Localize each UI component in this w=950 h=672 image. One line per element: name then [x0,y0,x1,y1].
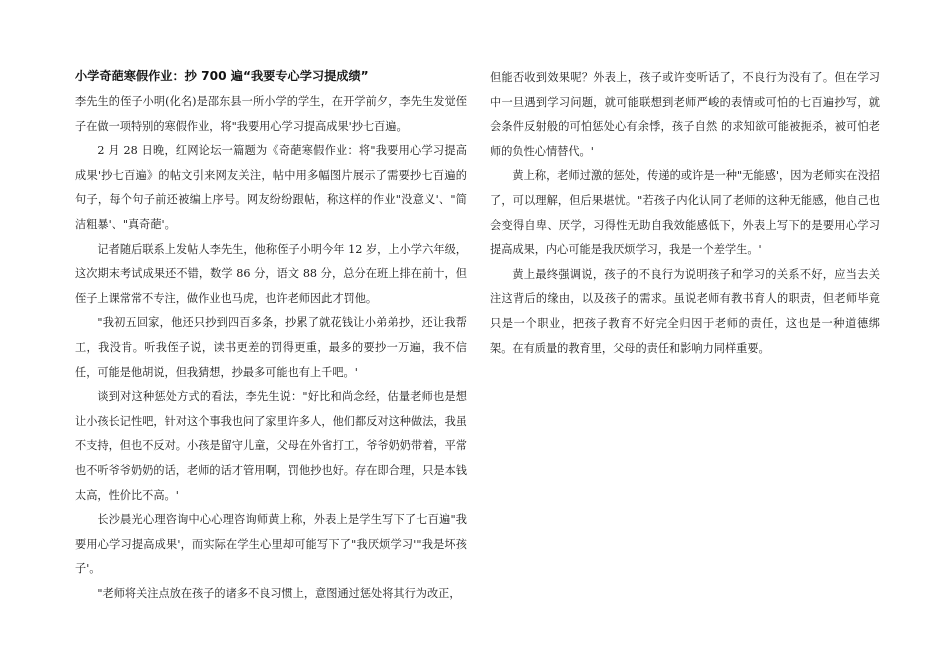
paragraph-counselor-quote-start: "老师将关注点放在孩子的诸多不良习惯上，意图通过惩处将其行为改正， [97,586,461,600]
paragraph-conclusion: 黄上最终强调说，孩子的不良行为说明孩子和学习的关系不好，应当去关注这背后的缘由，以及孩子的需求。虽说老师有教书育人的职责，但老师毕竟只是一个职业，把孩子教育不好完全归因于老师的责任，这也是一种道德绑架。在有质量的教育里，父母的责任和影响力同样重要。 [490,267,880,355]
right-column [490,66,880,361]
paragraph-incompetence: 黄上称，老师过激的惩处，传递的或许是一种"无能感'，因为老师实在没招了，可以理解，但后果堪忧。"若孩子内化认同了老师的这种无能感，他自己也会变得自卑、厌学，习得性无助自我效能感低下，外表上写下的是要用心学习提高成果，内心可能是我厌烦学习，我是一个差学生。' [490,169,880,257]
paragraph-intro: 李先生的侄子小明(化名)是邵东县一所小学的学生，在开学前夕，李先生发觉侄子在做一项特别的寒假作业，将"我要用心学习提高成果'抄七百遍。 [75,95,467,133]
paragraph-forum-post: 2 月 28 日晚，红网论坛一篇题为《奇葩寒假作业：将"我要用心学习提高成果'抄七百遍》的帖文引来网友关注，帖中用多幅图片展示了需要抄七百遍的句子，每个句子前还被编上序号。网友纷纷跟帖，称这样的作业"没意义'、"简洁粗暴'、"真奇葩'。 [75,144,467,231]
paragraph-counselor-quote-cont: 但能否收到效果呢？外表上，孩子或许变听话了，不良行为没有了。但在学习中一旦遇到学习问题，就可能联想到老师严峻的表情或可怕的七百遍抄写，就会条件反射般的可怕惩处心有余悸，孩子自然 的求知欲可能被扼杀，被可怕老师的负性心情替代。' [490,71,880,158]
paragraph-reporter-contact: 记者随后联系上发帖人李先生，他称侄子小明今年 12 岁，上小学六年级，这次期末考试成果还不错，数学 86 分，语文 88 分，总分在班上排在前十，但侄子上课常常不专注，做作业也马虎，也许老师因此才罚他。 [75,242,467,305]
paragraph-quote-li: "我初五回家，他还只抄到四百多条，抄累了就花钱让小弟弟抄，还让我帮工，我没肯。听我侄子说，读书更差的罚得更重，最多的要抄一万遍，我不信任，可能是他胡说，但我猜想，抄最多可能也有上千吧。' [75,316,467,379]
paragraph-li-opinion: 谈到对这种惩处方式的看法，李先生说："好比和尚念经，估量老师也是想让小孩长记性吧，针对这个事我也问了家里许多人，他们都反对这种做法，我虽不支持，但也不反对。小孩是留守儿童，父母在外省打工，爷爷奶奶带着，平常也不听爷爷奶奶的话，老师的话才管用啊，罚他抄也好。存在即合理，只是本钱太高，性价比不高。' [75,390,467,502]
left-column [75,66,467,606]
paragraph-counselor: 长沙晨光心理咨询中心心理咨询师黄上称，外表上是学生写下了七百遍"我要用心学习提高成果'，而实际在学生心里却可能写下了"我厌烦学习'"我是坏孩子'。 [75,513,467,576]
article-title: 小学奇葩寒假作业：抄 700 遍“我要专心学习提成绩” [75,69,369,83]
